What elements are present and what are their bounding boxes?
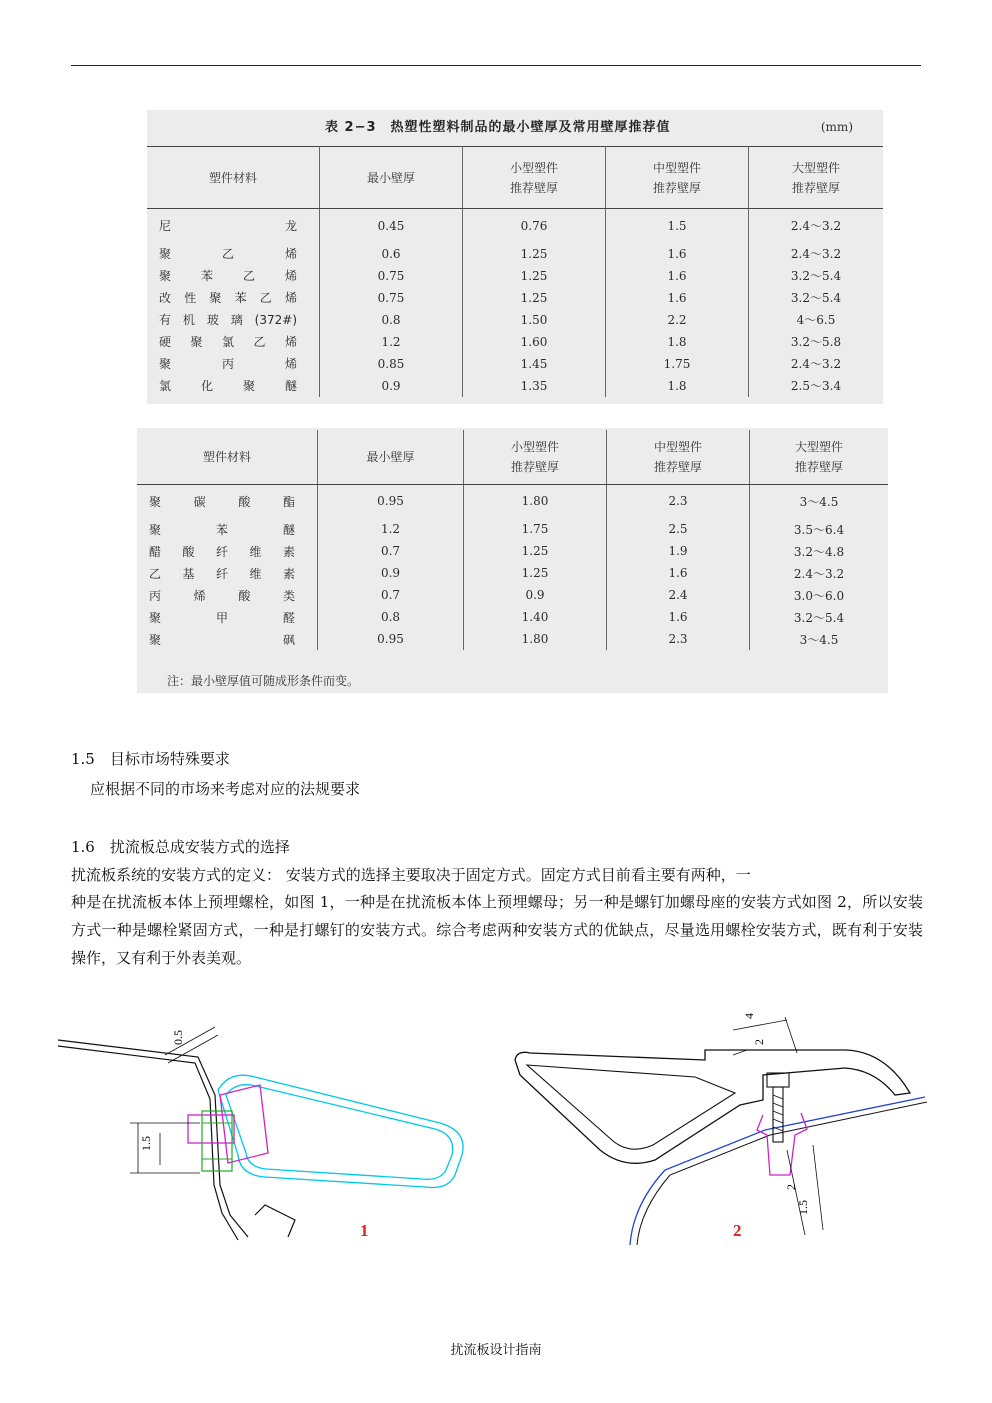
col-small: 小型塑件 推荐壁厚	[463, 147, 606, 209]
cell-medium: 1.75	[606, 353, 749, 375]
cell-large: 3.2～5.8	[749, 331, 884, 353]
figure-2-screw-and-nut	[505, 1005, 935, 1245]
cell-min: 0.7	[318, 540, 464, 562]
cell-material: 聚碳酸酯	[149, 494, 295, 509]
col-material: 塑件材料	[137, 430, 318, 484]
cell-large: 3.2～4.8	[750, 540, 889, 562]
cell-small: 1.75	[464, 518, 607, 540]
cell-min: 0.6	[320, 243, 463, 265]
cell-small: 1.25	[463, 243, 606, 265]
cell-medium: 1.8	[606, 331, 749, 353]
figure-1-label: 1	[360, 1221, 369, 1240]
cell-small: 1.25	[464, 562, 607, 584]
col-medium: 中型塑件 推荐壁厚	[607, 430, 750, 484]
table-row	[147, 375, 883, 397]
cell-small: 1.25	[463, 287, 606, 309]
cell-min: 0.85	[320, 353, 463, 375]
cell-large: 3.2～5.4	[749, 287, 884, 309]
cell-material: 氯化聚醚	[159, 379, 297, 393]
dim-left: 1.5	[139, 1136, 153, 1151]
cell-medium: 1.8	[606, 375, 749, 397]
cell-large: 2.4～3.2	[749, 243, 884, 265]
table-row	[147, 287, 883, 309]
cell-medium: 1.6	[607, 606, 750, 628]
cell-small: 1.45	[463, 353, 606, 375]
table-row	[147, 309, 883, 331]
cell-medium: 2.3	[607, 484, 750, 518]
cell-large: 4～6.5	[749, 309, 884, 331]
section-1-5-body: 应根据不同的市场来考虑对应的法规要求	[90, 780, 361, 798]
cell-small: 1.35	[463, 375, 606, 397]
cell-small: 1.80	[464, 484, 607, 518]
table-unit: (mm)	[820, 120, 853, 134]
table-row	[137, 484, 888, 518]
cell-material: 丙烯酸类	[149, 588, 295, 603]
table-row	[147, 243, 883, 265]
cell-medium: 1.6	[606, 265, 749, 287]
cell-min: 0.8	[318, 606, 464, 628]
table-note: 注：最小壁厚值可随成形条件而变。	[167, 674, 360, 688]
col-medium: 中型塑件 推荐壁厚	[606, 147, 749, 209]
cell-material: 改性聚苯乙烯	[159, 291, 297, 305]
cell-min: 0.75	[320, 265, 463, 287]
cell-small: 1.80	[464, 628, 607, 650]
figure-1-embedded-bolt	[50, 1015, 480, 1250]
cell-large: 2.4～3.2	[749, 209, 884, 243]
cell-medium: 1.6	[606, 287, 749, 309]
cell-small: 1.25	[463, 265, 606, 287]
cell-large: 3.0～6.0	[750, 584, 889, 606]
cell-min: 1.2	[318, 518, 464, 540]
section-1-6-heading: 1.6 扰流板总成安装方式的选择	[71, 838, 290, 856]
col-material: 塑件材料	[147, 147, 320, 209]
cell-material: 聚苯醚	[149, 522, 295, 537]
cell-small: 1.60	[463, 331, 606, 353]
cell-medium: 1.9	[607, 540, 750, 562]
cell-medium: 2.2	[606, 309, 749, 331]
page-footer: 扰流板设计指南	[450, 1343, 542, 1358]
table-row	[137, 518, 888, 540]
col-min: 最小壁厚	[318, 430, 464, 484]
cell-large: 2.4～3.2	[750, 562, 889, 584]
dim-c: 2	[784, 1184, 798, 1190]
table-row	[147, 331, 883, 353]
table-row	[147, 209, 883, 243]
cell-material: 乙基纤维素	[149, 566, 295, 581]
dim-b: 2	[752, 1039, 766, 1045]
cell-material: 聚苯乙烯	[159, 269, 297, 283]
section-1-5-heading: 1.5 目标市场特殊要求	[71, 750, 230, 768]
cell-material: 聚砜	[149, 632, 295, 647]
dim-d: 1.5	[796, 1200, 810, 1215]
table-row	[147, 265, 883, 287]
cell-large: 3～4.5	[750, 484, 889, 518]
table-2-3-continued-scan	[137, 428, 888, 693]
cell-min: 0.9	[318, 562, 464, 584]
cell-medium: 2.3	[607, 628, 750, 650]
cell-medium: 2.5	[607, 518, 750, 540]
wall-thickness-table-2	[137, 430, 888, 650]
cell-material: 尼龙	[159, 219, 297, 234]
col-min: 最小壁厚	[320, 147, 463, 209]
cell-medium: 1.6	[606, 243, 749, 265]
table-row	[137, 606, 888, 628]
cell-min: 0.95	[318, 484, 464, 518]
cell-large: 3.2～5.4	[749, 265, 884, 287]
table-row	[147, 353, 883, 375]
cell-small: 0.76	[463, 209, 606, 243]
cell-material: 聚乙烯	[159, 247, 297, 261]
section-1-6-line1: 扰流板系统的安装方式的定义： 安装方式的选择主要取决于固定方式。固定方式目前看主要有两种，一	[71, 866, 751, 884]
cell-min: 0.7	[318, 584, 464, 606]
cell-min: 0.95	[318, 628, 464, 650]
cell-large: 3.2～5.4	[750, 606, 889, 628]
dim-a: 4	[742, 1013, 756, 1019]
cell-material: 有机玻璃(372#)	[159, 313, 297, 327]
cell-material: 硬聚氯乙烯	[159, 335, 297, 349]
table-row	[137, 562, 888, 584]
wall-thickness-table-1	[147, 146, 883, 397]
cell-large: 3.5～6.4	[750, 518, 889, 540]
cell-large: 2.5～3.4	[749, 375, 884, 397]
figure-2-label: 2	[733, 1221, 742, 1240]
cell-large: 2.4～3.2	[749, 353, 884, 375]
cell-material: 聚丙烯	[159, 357, 297, 371]
cell-medium: 1.5	[606, 209, 749, 243]
cell-min: 0.9	[320, 375, 463, 397]
cell-small: 1.40	[464, 606, 607, 628]
cell-medium: 1.6	[607, 562, 750, 584]
cell-small: 1.25	[464, 540, 607, 562]
cell-min: 0.8	[320, 309, 463, 331]
cell-material: 醋酸纤维素	[149, 544, 295, 559]
table-2-3-scan	[147, 110, 883, 404]
col-large: 大型塑件 推荐壁厚	[750, 430, 889, 484]
cell-min: 1.2	[320, 331, 463, 353]
cell-large: 3～4.5	[750, 628, 889, 650]
header-rule	[71, 65, 921, 66]
cell-min: 0.45	[320, 209, 463, 243]
cell-medium: 2.4	[607, 584, 750, 606]
cell-small: 0.9	[464, 584, 607, 606]
col-large: 大型塑件 推荐壁厚	[749, 147, 884, 209]
table-row	[137, 584, 888, 606]
cell-material: 聚甲醛	[149, 610, 295, 625]
col-small: 小型塑件 推荐壁厚	[464, 430, 607, 484]
table-row	[137, 628, 888, 650]
section-1-6-paragraph: 种是在扰流板本体上预埋螺栓，如图 1，一种是在扰流板本体上预埋螺母；另一种是螺钉加螺母座的安装方式如图 2，所以安装方式一种是螺栓紧固方式，一种是打螺钉的安装方式。综合考虑两种安装方式的优缺点，尽量选用螺栓安装方式，既有利于安装操作，又有利于外表美观。	[71, 893, 923, 967]
cell-min: 0.75	[320, 287, 463, 309]
table-title: 表 2−3 热塑性塑料制品的最小壁厚及常用壁厚推荐值	[325, 120, 671, 135]
cell-small: 1.50	[463, 309, 606, 331]
dim-top: 0.5	[171, 1030, 185, 1045]
table-row	[137, 540, 888, 562]
